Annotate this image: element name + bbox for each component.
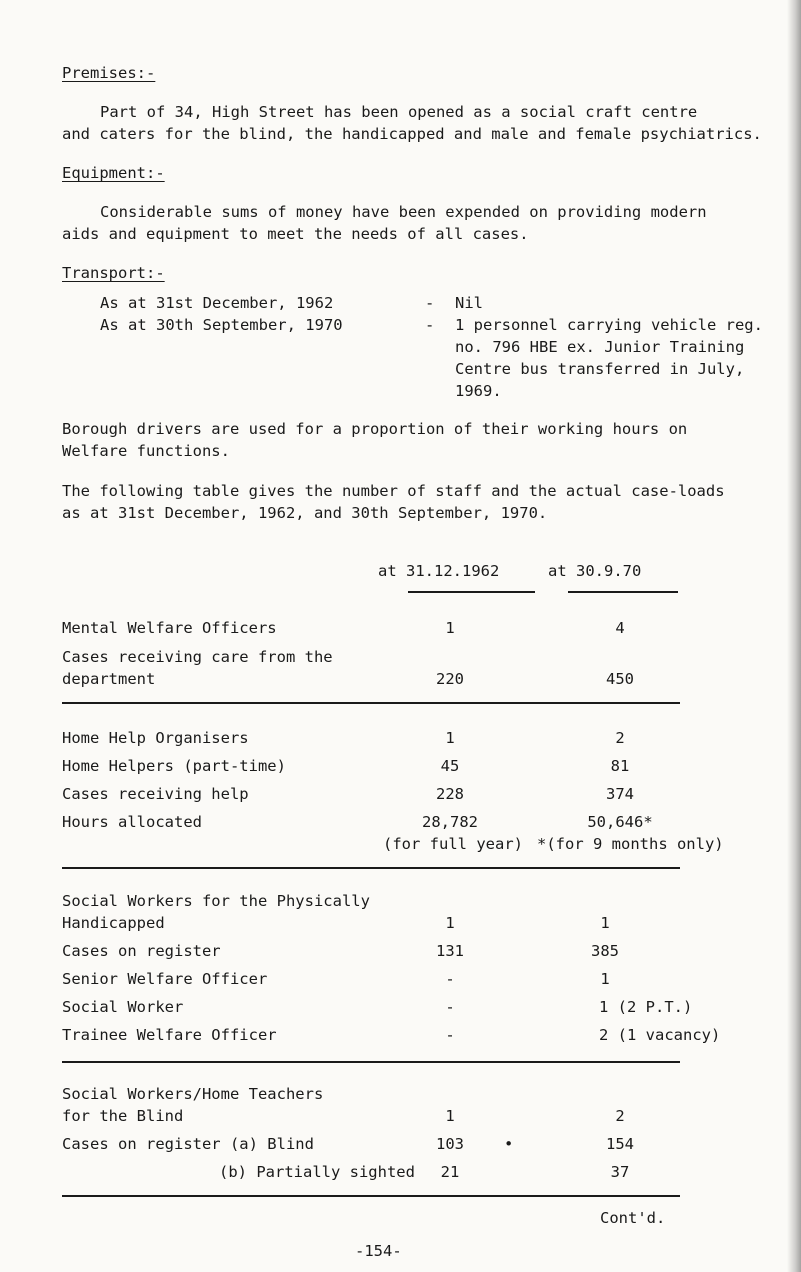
hours-allocated-1962: 28,782 bbox=[422, 813, 478, 831]
transport-row1-dash: - bbox=[425, 294, 435, 312]
transport-row1-label: As at 31st December, 1962 bbox=[100, 294, 334, 312]
senior-welfare-officer-1962: - bbox=[445, 970, 455, 988]
trainee-welfare-officer-1970: 2 (1 vacancy) bbox=[599, 1026, 721, 1044]
mental-cases-1962: 220 bbox=[436, 670, 464, 688]
home-helpers-1970: 81 bbox=[610, 757, 630, 775]
premises-text-line2: and caters for the blind, the handicapped and male and female psychiatrics. bbox=[62, 125, 762, 143]
page-edge-shadow bbox=[787, 0, 801, 1272]
physically-handicapped-1962: 1 bbox=[445, 914, 455, 932]
col2-header-underline bbox=[568, 591, 678, 593]
mental-officers-1970: 4 bbox=[615, 619, 625, 637]
equipment-heading: Equipment:- bbox=[62, 164, 165, 182]
transport-row1-value: Nil bbox=[455, 294, 483, 312]
social-worker-1962: - bbox=[445, 998, 455, 1016]
cases-receiving-help-label: Cases receiving help bbox=[62, 785, 249, 803]
senior-welfare-officer-label: Senior Welfare Officer bbox=[62, 970, 268, 988]
divider-home-help bbox=[62, 867, 680, 869]
hours-allocated-label: Hours allocated bbox=[62, 813, 202, 831]
premises-heading: Premises:- bbox=[62, 64, 156, 82]
partially-sighted-label: (b) Partially sighted bbox=[219, 1163, 415, 1181]
blind-cases-1970: 154 bbox=[606, 1135, 634, 1153]
physically-handicapped-label-line1: Social Workers for the Physically bbox=[62, 892, 370, 910]
mental-cases-1970: 450 bbox=[606, 670, 634, 688]
continued-note: Cont'd. bbox=[600, 1209, 666, 1227]
hours-note-1970: *(for 9 months only) bbox=[537, 835, 724, 853]
partially-sighted-1962: 21 bbox=[440, 1163, 460, 1181]
divider-physically-handicapped bbox=[62, 1061, 680, 1063]
trainee-welfare-officer-label: Trainee Welfare Officer bbox=[62, 1026, 277, 1044]
mental-officers-label: Mental Welfare Officers bbox=[62, 619, 277, 637]
cases-receiving-help-1970: 374 bbox=[606, 785, 634, 803]
col1-header-underline bbox=[408, 591, 535, 593]
home-help-organisers-label: Home Help Organisers bbox=[62, 729, 249, 747]
blind-teachers-1962: 1 bbox=[445, 1107, 455, 1125]
home-helpers-label: Home Helpers (part-time) bbox=[62, 757, 286, 775]
col2-header: at 30.9.70 bbox=[548, 562, 642, 580]
transport-row2-value-line3: Centre bus transferred in July, bbox=[455, 360, 745, 378]
mental-officers-1962: 1 bbox=[445, 619, 455, 637]
divider-mental bbox=[62, 702, 680, 704]
physically-cases-1970: 385 bbox=[591, 942, 619, 960]
blind-cases-1962: 103 bbox=[436, 1135, 464, 1153]
home-helpers-1962: 45 bbox=[440, 757, 460, 775]
blind-teachers-label-line1: Social Workers/Home Teachers bbox=[62, 1085, 324, 1103]
physically-cases-label: Cases on register bbox=[62, 942, 221, 960]
partially-sighted-1970: 37 bbox=[610, 1163, 630, 1181]
transport-row2-label: As at 30th September, 1970 bbox=[100, 316, 343, 334]
blind-teachers-1970: 2 bbox=[615, 1107, 625, 1125]
physically-handicapped-1970: 1 bbox=[600, 914, 610, 932]
borough-text-line2: Welfare functions. bbox=[62, 442, 230, 460]
transport-row2-value-line1: 1 personnel carrying vehicle reg. bbox=[455, 316, 763, 334]
mental-cases-label-line2: department bbox=[62, 670, 156, 688]
page-number: -154- bbox=[355, 1242, 402, 1260]
home-help-organisers-1970: 2 bbox=[615, 729, 625, 747]
transport-heading: Transport:- bbox=[62, 264, 165, 282]
physically-handicapped-label-line2: Handicapped bbox=[62, 914, 165, 932]
borough-text-line1: Borough drivers are used for a proportion of their working hours on bbox=[62, 420, 688, 438]
transport-row2-dash: - bbox=[425, 316, 435, 334]
cases-receiving-help-1962: 228 bbox=[436, 785, 464, 803]
equipment-text-line2: aids and equipment to meet the needs of all cases. bbox=[62, 225, 529, 243]
blind-cases-mark: • bbox=[504, 1135, 514, 1153]
social-worker-1970: 1 (2 P.T.) bbox=[599, 998, 693, 1016]
intro-text-line2: as at 31st December, 1962, and 30th September, 1970. bbox=[62, 504, 548, 522]
intro-text-line1: The following table gives the number of staff and the actual case-loads bbox=[62, 482, 725, 500]
social-worker-label: Social Worker bbox=[62, 998, 184, 1016]
equipment-text-line1: Considerable sums of money have been expended on providing modern bbox=[100, 203, 707, 221]
home-help-organisers-1962: 1 bbox=[445, 729, 455, 747]
transport-row2-value-line4: 1969. bbox=[455, 382, 502, 400]
blind-cases-label: Cases on register (a) Blind bbox=[62, 1135, 314, 1153]
senior-welfare-officer-1970: 1 bbox=[600, 970, 610, 988]
blind-teachers-label-line2: for the Blind bbox=[62, 1107, 184, 1125]
col1-header: at 31.12.1962 bbox=[378, 562, 500, 580]
hours-note-1962: (for full year) bbox=[383, 835, 523, 853]
transport-row2-value-line2: no. 796 HBE ex. Junior Training bbox=[455, 338, 745, 356]
trainee-welfare-officer-1962: - bbox=[445, 1026, 455, 1044]
divider-blind bbox=[62, 1195, 680, 1197]
physically-cases-1962: 131 bbox=[436, 942, 464, 960]
premises-text-line1: Part of 34, High Street has been opened as a social craft centre bbox=[100, 103, 698, 121]
mental-cases-label-line1: Cases receiving care from the bbox=[62, 648, 333, 666]
hours-allocated-1970: 50,646* bbox=[587, 813, 653, 831]
